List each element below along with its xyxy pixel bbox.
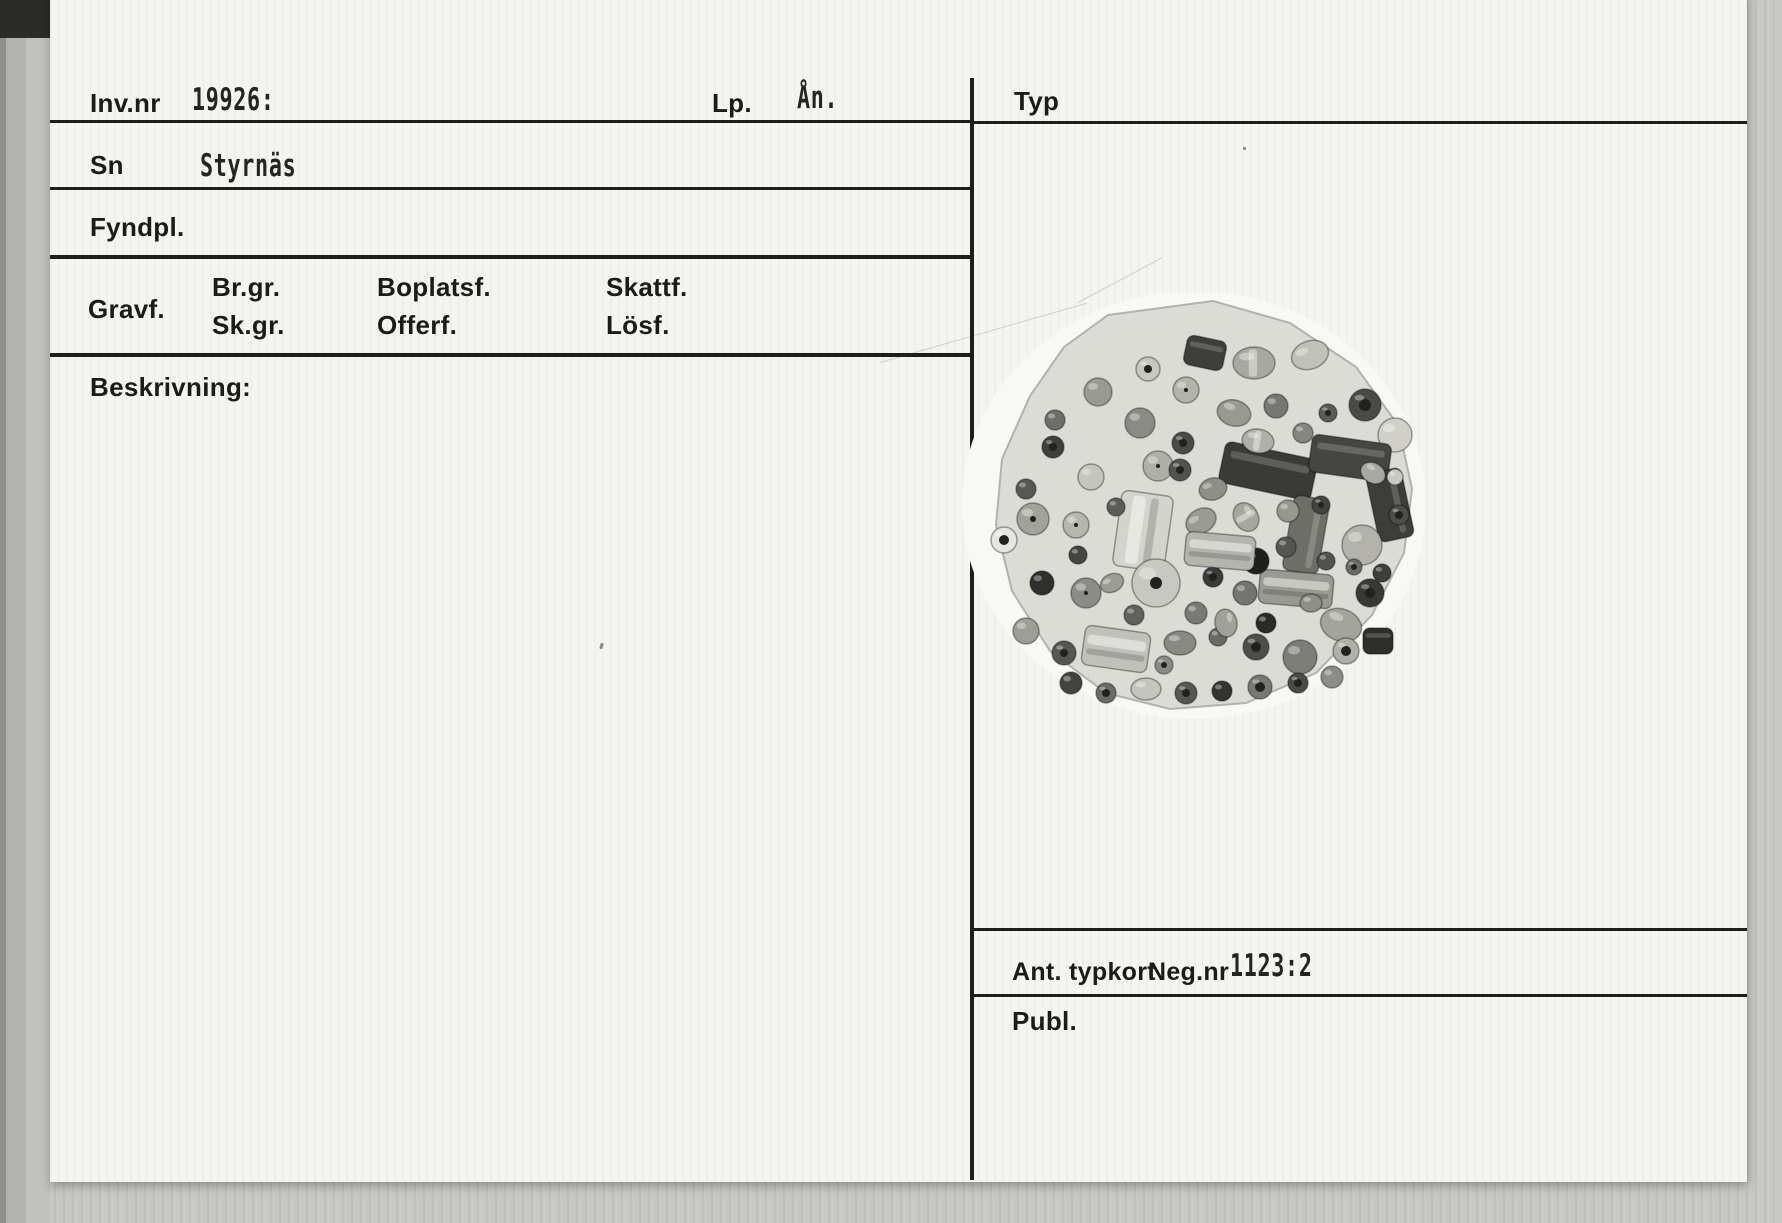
bead bbox=[1063, 512, 1089, 538]
bead bbox=[1248, 675, 1272, 699]
gravf-label: Gravf. bbox=[88, 294, 165, 324]
bead bbox=[1155, 656, 1173, 674]
bead-assemblage-photo bbox=[958, 293, 1428, 723]
bead bbox=[1169, 459, 1191, 481]
rule-under-fyndpl bbox=[50, 255, 972, 259]
invnr-value: 19926: bbox=[192, 82, 275, 118]
typ-label: Typ bbox=[1014, 86, 1060, 116]
bead bbox=[1321, 666, 1343, 688]
bead bbox=[1319, 404, 1337, 422]
dust-speck bbox=[1243, 147, 1246, 150]
bead bbox=[1045, 410, 1065, 430]
bead bbox=[1349, 389, 1381, 421]
skgr-label: Sk.gr. bbox=[212, 310, 285, 340]
bead bbox=[1071, 578, 1101, 608]
bead bbox=[1203, 567, 1223, 587]
bead bbox=[1132, 559, 1180, 607]
publ-label: Publ. bbox=[1012, 1006, 1078, 1036]
rule-under-typ bbox=[974, 121, 1747, 124]
bead bbox=[1143, 451, 1173, 481]
rule-under-sn bbox=[50, 187, 972, 190]
sn-label: Sn bbox=[90, 150, 124, 180]
negnr-value: 1123:2 bbox=[1230, 948, 1313, 984]
bead bbox=[1212, 681, 1232, 701]
bead bbox=[1342, 525, 1382, 565]
bead bbox=[1256, 613, 1276, 633]
bead bbox=[1333, 638, 1359, 664]
bead bbox=[1184, 531, 1257, 571]
bead bbox=[1387, 469, 1403, 485]
bead bbox=[1096, 683, 1116, 703]
bead bbox=[1243, 634, 1269, 660]
bead bbox=[1363, 628, 1393, 654]
bead bbox=[1373, 564, 1391, 582]
bead bbox=[1017, 503, 1049, 535]
bead bbox=[1060, 672, 1082, 694]
bead bbox=[1293, 423, 1313, 443]
bead bbox=[1136, 357, 1160, 381]
bead bbox=[1276, 537, 1296, 557]
invnr-label: Inv.nr bbox=[90, 88, 161, 118]
beskrivning-label: Beskrivning: bbox=[90, 372, 252, 402]
bead bbox=[1175, 682, 1197, 704]
negnr-label: Neg.nr bbox=[1148, 958, 1229, 986]
bead bbox=[1016, 479, 1036, 499]
bead bbox=[1078, 464, 1104, 490]
ant-typkort-label: Ant. typkort bbox=[1012, 958, 1156, 986]
skattf-label: Skattf. bbox=[606, 272, 688, 302]
rule-under-invnr bbox=[50, 120, 972, 123]
losf-label: Lösf. bbox=[606, 310, 670, 340]
bead bbox=[1312, 496, 1330, 514]
rule-under-negnr bbox=[974, 994, 1747, 997]
bead bbox=[1030, 571, 1054, 595]
bead bbox=[1277, 500, 1299, 522]
bead bbox=[1317, 552, 1335, 570]
bead bbox=[1052, 641, 1076, 665]
bead bbox=[1389, 505, 1409, 525]
bead bbox=[1185, 602, 1207, 624]
bead bbox=[1124, 605, 1144, 625]
bead bbox=[1172, 432, 1194, 454]
bead bbox=[1131, 678, 1161, 700]
brgr-label: Br.gr. bbox=[212, 272, 281, 302]
offerf-label: Offerf. bbox=[377, 310, 458, 340]
bead bbox=[1356, 579, 1384, 607]
bead bbox=[1084, 378, 1112, 406]
bead bbox=[1042, 436, 1064, 458]
scan-background-left-strip bbox=[0, 0, 50, 1223]
boplatsf-label: Boplatsf. bbox=[377, 272, 491, 302]
bead bbox=[1283, 640, 1317, 674]
lp-value: Ån. bbox=[797, 80, 839, 116]
bead bbox=[1233, 347, 1275, 379]
rule-under-gravf bbox=[50, 353, 972, 357]
lp-label: Lp. bbox=[712, 88, 752, 118]
bead bbox=[1346, 559, 1362, 575]
rule-above-ant-typkort bbox=[974, 928, 1747, 931]
bead bbox=[1013, 618, 1039, 644]
bead bbox=[1288, 673, 1308, 693]
bead bbox=[1264, 394, 1288, 418]
fyndpl-label: Fyndpl. bbox=[90, 212, 185, 242]
bead bbox=[991, 527, 1017, 553]
bead bbox=[1081, 625, 1152, 674]
bead bbox=[1069, 546, 1087, 564]
bead bbox=[1164, 631, 1196, 655]
bead bbox=[1300, 594, 1322, 612]
sn-value: Styrnäs bbox=[200, 148, 297, 184]
bead bbox=[1258, 569, 1335, 609]
index-card bbox=[50, 0, 1747, 1182]
bead bbox=[1107, 498, 1125, 516]
bead bbox=[1173, 377, 1199, 403]
bead bbox=[1125, 408, 1155, 438]
bead bbox=[1233, 581, 1257, 605]
